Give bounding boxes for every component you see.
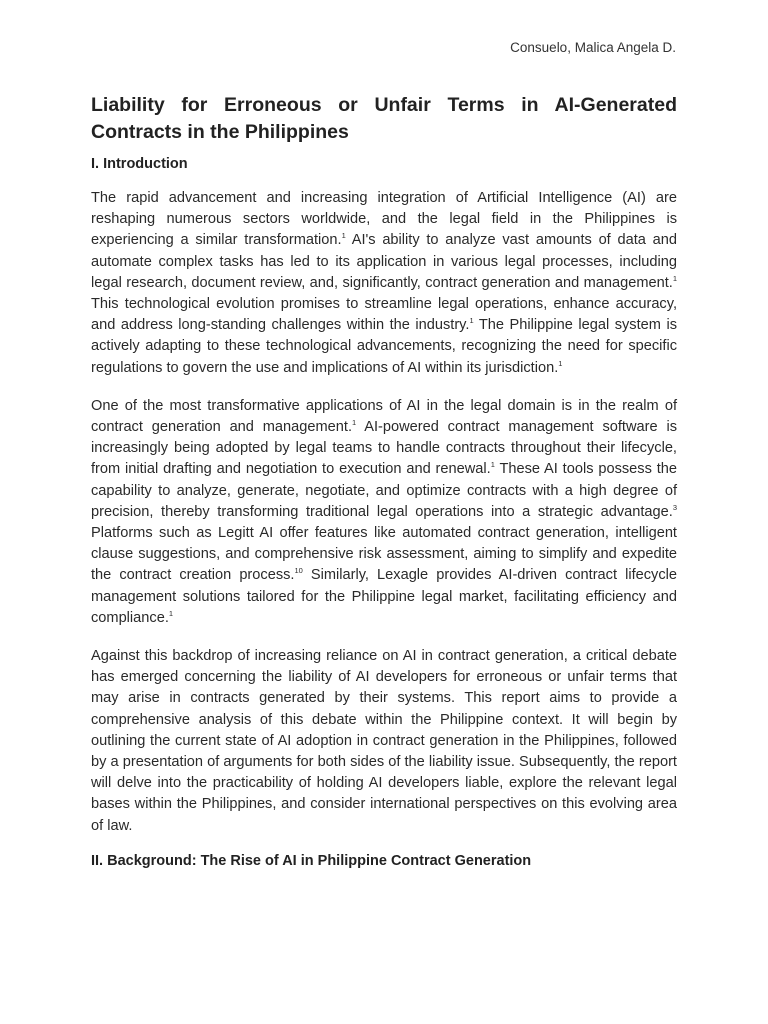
sentence: The rapid advancement and increasing integration of Artificial Intelligence (AI) are reshaping numerous sectors worldwide, and the legal field in the Philippines is experiencing a similar transformation. [91,190,677,249]
sentence: AI-powered contract management software is increasingly being adopted by legal teams to handle contracts throughout their lifecycle, from initial drafting and negotiation to execution and renewal. [91,419,677,478]
sentence: AI's ability to analyze vast amounts of data and automate complex tasks has led to its application in various legal processes, including legal research, document review, and, significantly, contract generation and management. [91,232,677,291]
footnote-ref: 1 [490,460,495,470]
footnote-ref: 1 [558,358,563,368]
paragraph-2 [91,396,677,629]
section-heading-introduction: I. Introduction [91,156,188,172]
sentence: These AI tools possess the capability to analyze, generate, negotiate, and optimize contracts with a high degree of precision, thereby transforming traditional legal operations into a strategic advantage. [91,461,677,520]
author-header: Consuelo, Malica Angela D. [510,40,676,55]
footnote-ref: 1 [672,273,677,283]
sentence: Platforms such as Legitt AI offer features like automated contract generation, intelligent clause suggestions, and comprehensive risk assessment, aiming to simplify and expedite the contract creation process. [91,525,677,584]
footnote-ref: 10 [294,566,303,576]
sentence: This technological evolution promises to streamline legal operations, enhance accuracy, and address long-standing challenges within the industry. [91,296,677,334]
sentence: One of the most transformative applications of AI in the legal domain is in the realm of contract generation and management. [91,397,677,436]
document-title: Liability for Erroneous or Unfair Terms in AI-Generated Contracts in the Philippines [91,94,677,143]
section-heading-background: II. Background: The Rise of AI in Philippine Contract Generation [91,852,532,869]
sentence: Similarly, Lexagle provides AI-driven contract lifecycle management solutions tailored for the Philippine legal market, facilitating efficiency and compliance. [91,567,677,626]
footnote-ref: 1 [469,316,474,326]
document-body [91,92,677,871]
footnote-ref: 1 [352,418,357,428]
footnote-ref: 1 [168,608,174,618]
footnote-ref: 3 [672,502,677,512]
paragraph-3: Against this backdrop of increasing reliance on AI in contract generation, a critical debate has emerged concerning the liability of AI developers for erroneous or unfair terms that may arise in contracts generated by their systems. This report aims to provide a comprehensive analysis of this debate within the Philippine context. It will begin by outlining the current state of AI adoption in contract generation in the Philippines, followed by a presentation of arguments for both sides of the liability issue. Subsequently, the report will delve into the practicability of holding AI developers liable, explore the relevant legal bases within the Philippines, and consider international perspectives on this evolving area of law. [91,648,677,834]
sentence: The Philippine legal system is actively adapting to these technological advancements, recognizing the need for specific regulations to govern the use and implications of AI within its jurisdiction. [91,317,677,376]
paragraph-1 [91,188,677,379]
footnote-ref: 1 [341,231,346,241]
